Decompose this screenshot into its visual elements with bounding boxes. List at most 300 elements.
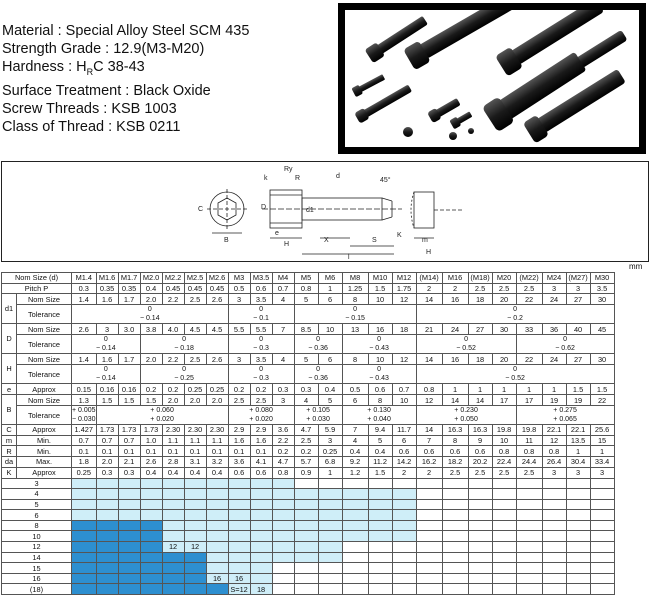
length-cell <box>250 563 272 574</box>
size-header: M16 <box>442 273 468 284</box>
length-cell <box>516 520 542 531</box>
d1-tolerance: 0 − 0.14 <box>72 305 229 324</box>
table-cell: 1.73 <box>118 425 140 436</box>
label-m: m <box>422 237 428 244</box>
table-cell: 24.4 <box>516 457 542 468</box>
length-cell <box>162 478 184 489</box>
length-cell <box>72 499 97 510</box>
table-cell: 14.2 <box>392 457 416 468</box>
table-cell: 0.7 <box>96 435 118 446</box>
length-cell <box>272 489 294 500</box>
length-cell <box>118 520 140 531</box>
table-cell: 10 <box>392 395 416 406</box>
length-cell <box>318 510 342 521</box>
length-cell <box>72 531 97 542</box>
length-cell <box>416 573 442 584</box>
length-cell: 16 <box>206 573 228 584</box>
length-cell <box>542 542 566 553</box>
table-cell: 0.7 <box>72 435 97 446</box>
length-cell <box>342 520 368 531</box>
table-cell: 22 <box>516 354 542 365</box>
size-header: M10 <box>368 273 392 284</box>
table-cell: 16 <box>442 354 468 365</box>
length-cell <box>468 499 492 510</box>
length-cell <box>96 552 118 563</box>
length-cell <box>368 584 392 595</box>
table-cell: 0.6 <box>468 446 492 457</box>
H-tolerance: 0 − 0.43 <box>342 365 416 384</box>
table-cell: 2.5 <box>250 395 272 406</box>
length-cell <box>342 489 368 500</box>
length-cell <box>96 531 118 542</box>
size-header: M2.5 <box>184 273 206 284</box>
table-cell: 0.4 <box>162 467 184 478</box>
table-cell: 3 <box>590 467 614 478</box>
length-cell <box>206 552 228 563</box>
length-cell <box>294 520 318 531</box>
table-cell: 0.3 <box>118 467 140 478</box>
length-cell <box>228 510 250 521</box>
table-cell: 24 <box>542 294 566 305</box>
length-cell <box>566 478 590 489</box>
length-cell <box>542 510 566 521</box>
table-cell: 0.1 <box>250 446 272 457</box>
table-cell: 0.6 <box>250 467 272 478</box>
table-cell: 0.8 <box>542 446 566 457</box>
length-cell <box>542 489 566 500</box>
table-cell: 0.1 <box>96 446 118 457</box>
length-cell <box>368 478 392 489</box>
D-tolerance: 0 − 0.14 <box>72 335 141 354</box>
length-cell <box>272 552 294 563</box>
length-cell <box>342 542 368 553</box>
table-cell: 0.45 <box>206 283 228 294</box>
table-cell: 1.0 <box>140 435 162 446</box>
table-cell: 8 <box>442 435 468 446</box>
table-cell: 1.5 <box>118 395 140 406</box>
table-cell: 2 <box>392 467 416 478</box>
table-cell: 3.6 <box>228 457 250 468</box>
length-row <box>2 499 615 510</box>
table-cell: 0.8 <box>294 283 318 294</box>
length-cell <box>468 478 492 489</box>
table-cell: 8 <box>342 294 368 305</box>
table-cell: 0.2 <box>272 446 294 457</box>
table-cell: 2.1 <box>118 457 140 468</box>
length-cell <box>492 489 516 500</box>
length-cell <box>272 478 294 489</box>
length-cell <box>118 531 140 542</box>
length-cell <box>516 510 542 521</box>
table-cell: 1.5 <box>566 384 590 395</box>
length-cell <box>72 552 97 563</box>
length-row <box>2 573 615 584</box>
table-cell: 10 <box>318 324 342 335</box>
screws-image <box>345 10 639 147</box>
length-row <box>2 531 615 542</box>
table-cell: 3 <box>96 324 118 335</box>
length-cell <box>566 573 590 584</box>
length-cell <box>416 563 442 574</box>
table-cell: 40 <box>566 324 590 335</box>
table-cell: 1.1 <box>206 435 228 446</box>
table-cell: 0.6 <box>250 283 272 294</box>
length-cell <box>416 478 442 489</box>
table-cell: 9 <box>468 435 492 446</box>
table-cell: 0.1 <box>206 446 228 457</box>
length-cell <box>392 520 416 531</box>
table-cell: 2.9 <box>228 425 250 436</box>
length-cell <box>162 499 184 510</box>
length-cell <box>118 542 140 553</box>
length-cell <box>294 573 318 584</box>
length-cell <box>140 531 162 542</box>
length-cell <box>442 489 468 500</box>
length-cell <box>272 542 294 553</box>
label-k: k <box>264 175 268 182</box>
B-tolerance: + 0.230 + 0.050 <box>416 406 516 425</box>
length-cell <box>392 584 416 595</box>
length-cell <box>118 573 140 584</box>
D-tolerance: 0 − 0.18 <box>140 335 228 354</box>
table-cell: 0.2 <box>250 384 272 395</box>
table-cell: 1.8 <box>72 457 97 468</box>
length-cell <box>318 489 342 500</box>
length-cell <box>206 510 228 521</box>
table-cell: 21 <box>416 324 442 335</box>
length-cell <box>250 542 272 553</box>
table-cell: 6 <box>342 395 368 406</box>
table-cell: 0.7 <box>392 384 416 395</box>
m-label: Min. <box>17 435 72 446</box>
length-cell <box>492 478 516 489</box>
table-cell: 18 <box>468 294 492 305</box>
table-cell: 0.25 <box>318 446 342 457</box>
length-cell <box>566 499 590 510</box>
table-cell: 3 <box>318 435 342 446</box>
length-cell: 12 <box>162 542 184 553</box>
table-cell: 24 <box>542 354 566 365</box>
table-cell: 30 <box>590 294 614 305</box>
table-cell: 3.5 <box>250 294 272 305</box>
length-cell <box>590 563 614 574</box>
table-cell: 2.5 <box>492 467 516 478</box>
d1-tol-label: Tolerance <box>17 305 72 324</box>
length-cell: S=12 <box>228 584 250 595</box>
technical-drawing <box>1 161 649 262</box>
length-cell <box>392 531 416 542</box>
length-cell <box>140 520 162 531</box>
table-cell: 30.4 <box>566 457 590 468</box>
table-cell: 3.1 <box>184 457 206 468</box>
length-cell <box>318 520 342 531</box>
table-cell: 0.3 <box>96 467 118 478</box>
table-cell: 33 <box>516 324 542 335</box>
length-cell <box>72 573 97 584</box>
table-cell: 0.45 <box>184 283 206 294</box>
table-cell: 19 <box>566 395 590 406</box>
table-cell: 4 <box>342 435 368 446</box>
table-cell: 1.6 <box>250 435 272 446</box>
length-cell <box>228 520 250 531</box>
length-cell <box>184 520 206 531</box>
length-cell <box>318 478 342 489</box>
table-cell: 19 <box>542 395 566 406</box>
label-h2: H <box>426 249 432 256</box>
table-cell: 20.2 <box>468 457 492 468</box>
da-row <box>2 457 615 468</box>
length-label: 8 <box>2 520 72 531</box>
table-cell: 20 <box>492 294 516 305</box>
length-cell <box>516 563 542 574</box>
length-cell <box>368 563 392 574</box>
length-cell <box>442 584 468 595</box>
size-header: M12 <box>392 273 416 284</box>
d1-tolerance: 0 − 0.2 <box>416 305 614 324</box>
D-tolerance: 0 − 0.36 <box>294 335 342 354</box>
table-cell: 1.3 <box>72 395 97 406</box>
table-cell: 14 <box>416 354 442 365</box>
length-cell <box>228 499 250 510</box>
table-cell: 2.5 <box>228 395 250 406</box>
length-cell <box>318 552 342 563</box>
length-cell <box>468 584 492 595</box>
size-header: (M22) <box>516 273 542 284</box>
length-cell <box>118 563 140 574</box>
length-label: 12 <box>2 542 72 553</box>
table-cell: 3 <box>228 294 250 305</box>
length-cell <box>184 531 206 542</box>
length-cell <box>516 552 542 563</box>
table-cell: 2.0 <box>206 395 228 406</box>
label-x: X <box>324 237 329 244</box>
threads-line: Screw Threads : KSB 1003 <box>2 100 177 117</box>
length-cell <box>392 552 416 563</box>
length-cell <box>184 478 206 489</box>
length-cell <box>318 573 342 584</box>
D-tol-label: Tolerance <box>17 335 72 354</box>
length-cell <box>228 552 250 563</box>
length-cell <box>118 489 140 500</box>
length-cell <box>468 563 492 574</box>
label-b: B <box>224 237 229 244</box>
length-label: 3 <box>2 478 72 489</box>
length-cell <box>72 478 97 489</box>
length-label: 6 <box>2 510 72 521</box>
hardness-pre: Hardness : H <box>2 59 87 76</box>
table-cell: 2.6 <box>72 324 97 335</box>
K-symbol: K <box>2 467 17 478</box>
label-ry: Ry <box>284 166 293 173</box>
d1-tolerance: 0 − 0.1 <box>228 305 294 324</box>
e-symbol: e <box>2 384 17 395</box>
H-tol-label: Tolerance <box>17 365 72 384</box>
length-cell: 18 <box>250 584 272 595</box>
length-cell <box>542 499 566 510</box>
table-cell: 25.6 <box>590 425 614 436</box>
table-cell: 2.8 <box>162 457 184 468</box>
H-nom-label: Nom Size <box>17 354 72 365</box>
H-tolerance: 0 − 0.14 <box>72 365 141 384</box>
label-c: C <box>198 206 204 213</box>
length-cell <box>590 573 614 584</box>
length-cell <box>392 499 416 510</box>
length-cell <box>184 510 206 521</box>
B-tol-row <box>2 406 615 425</box>
table-cell: 3.2 <box>206 457 228 468</box>
table-cell: 0.4 <box>342 446 368 457</box>
table-cell: 1.5 <box>368 467 392 478</box>
table-cell: 0.8 <box>516 446 542 457</box>
length-cell <box>342 510 368 521</box>
length-cell <box>492 542 516 553</box>
B-symbol: B <box>2 395 17 425</box>
length-cell <box>184 563 206 574</box>
K-label: Approx <box>17 467 72 478</box>
table-cell: 5 <box>294 294 318 305</box>
table-cell: 1 <box>492 384 516 395</box>
table-cell: 6.8 <box>318 457 342 468</box>
header-nom-size: Nom Size (d) <box>2 273 72 284</box>
table-cell: 16.3 <box>468 425 492 436</box>
length-cell <box>206 478 228 489</box>
length-cell <box>392 478 416 489</box>
e-label: Approx <box>17 384 72 395</box>
table-cell: 12 <box>392 354 416 365</box>
length-cell <box>416 542 442 553</box>
table-cell: 4.1 <box>250 457 272 468</box>
length-cell <box>250 478 272 489</box>
size-header: (M27) <box>566 273 590 284</box>
length-cell <box>72 489 97 500</box>
table-cell: 11 <box>516 435 542 446</box>
length-cell <box>206 520 228 531</box>
table-cell: 22.1 <box>542 425 566 436</box>
size-header: M1.7 <box>118 273 140 284</box>
length-cell <box>272 510 294 521</box>
length-label: 10 <box>2 531 72 542</box>
table-cell: 5.5 <box>228 324 250 335</box>
length-cell <box>342 499 368 510</box>
table-cell: 0.6 <box>228 467 250 478</box>
length-cell <box>590 531 614 542</box>
table-cell: 2.0 <box>96 457 118 468</box>
table-cell: 2.2 <box>272 435 294 446</box>
length-cell <box>566 563 590 574</box>
length-cell <box>416 584 442 595</box>
table-cell: 20 <box>492 354 516 365</box>
length-cell <box>468 552 492 563</box>
table-cell: 4.5 <box>184 324 206 335</box>
length-cell <box>368 520 392 531</box>
table-cell: 19.8 <box>516 425 542 436</box>
length-cell: 12 <box>184 542 206 553</box>
length-label: 5 <box>2 499 72 510</box>
length-cell <box>318 563 342 574</box>
length-row <box>2 478 615 489</box>
length-cell <box>416 499 442 510</box>
length-cell <box>96 489 118 500</box>
length-cell <box>228 563 250 574</box>
table-cell: 2.9 <box>250 425 272 436</box>
material-line: Material : Special Alloy Steel SCM 435 <box>2 23 250 39</box>
table-cell: 1.75 <box>392 283 416 294</box>
length-cell <box>318 531 342 542</box>
length-cell <box>442 542 468 553</box>
table-cell: 36 <box>542 324 566 335</box>
length-cell <box>566 520 590 531</box>
table-cell: 4.5 <box>206 324 228 335</box>
table-cell: 1 <box>590 446 614 457</box>
D-tolerance: 0 − 0.62 <box>516 335 614 354</box>
length-cell <box>442 520 468 531</box>
length-cell <box>162 563 184 574</box>
table-cell: 0.6 <box>416 446 442 457</box>
table-cell: 1.7 <box>118 354 140 365</box>
table-cell: 27 <box>566 294 590 305</box>
length-cell <box>542 478 566 489</box>
length-cell <box>72 542 97 553</box>
length-cell <box>368 499 392 510</box>
table-cell: 0.7 <box>272 283 294 294</box>
length-cell <box>294 584 318 595</box>
length-cell <box>294 531 318 542</box>
table-cell: 2.6 <box>206 354 228 365</box>
table-cell: 16.3 <box>442 425 468 436</box>
table-cell: 0.2 <box>228 384 250 395</box>
table-cell: 0.1 <box>140 446 162 457</box>
label-r: R <box>295 175 301 182</box>
length-cell <box>294 499 318 510</box>
table-cell: 0.35 <box>96 283 118 294</box>
length-cell <box>272 499 294 510</box>
length-cell <box>492 510 516 521</box>
length-cell <box>72 563 97 574</box>
length-cell <box>250 489 272 500</box>
length-row <box>2 563 615 574</box>
length-cell <box>140 499 162 510</box>
length-cell <box>342 584 368 595</box>
size-header: M3.5 <box>250 273 272 284</box>
length-cell <box>590 584 614 595</box>
table-cell: 0.4 <box>140 467 162 478</box>
table-cell: 3 <box>272 395 294 406</box>
B-nom-row <box>2 395 615 406</box>
length-cell <box>228 531 250 542</box>
length-cell <box>516 478 542 489</box>
length-cell <box>140 542 162 553</box>
length-cell <box>342 573 368 584</box>
table-cell: 2.0 <box>140 354 162 365</box>
length-cell <box>416 510 442 521</box>
length-cell <box>442 573 468 584</box>
table-cell: 1.5 <box>368 283 392 294</box>
length-cell <box>566 531 590 542</box>
table-cell: 5.5 <box>250 324 272 335</box>
table-cell: 0.6 <box>442 446 468 457</box>
D-tolerance: 0 − 0.43 <box>342 335 416 354</box>
table-cell: 22.4 <box>492 457 516 468</box>
table-cell: 4.7 <box>294 425 318 436</box>
table-cell: 0.8 <box>492 446 516 457</box>
hardness-post: C 38-43 <box>93 59 145 76</box>
table-cell: 11.7 <box>392 425 416 436</box>
table-cell: 16 <box>442 294 468 305</box>
length-cell <box>206 542 228 553</box>
length-cell <box>250 531 272 542</box>
specs-block <box>2 22 249 136</box>
table-cell: 2.6 <box>140 457 162 468</box>
